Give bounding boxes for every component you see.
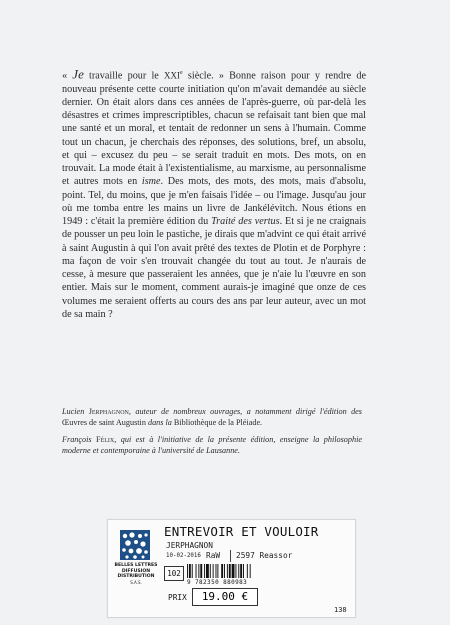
author-bios (62, 406, 362, 462)
bio-felix (62, 434, 362, 456)
text-part-a: travaille pour le (83, 70, 165, 82)
barcode-bar (238, 564, 239, 578)
bio-jerphagnon (62, 406, 362, 428)
word-isme: isme (141, 176, 161, 188)
century-sup: e (180, 70, 183, 76)
barcode-bar (227, 564, 228, 578)
logo-line3: DISTRIBUTION (117, 574, 155, 580)
bio2-first: François (62, 435, 97, 444)
bio1-first: Lucien (62, 407, 89, 416)
barcode-bar (229, 564, 231, 578)
sticker-number: 138 (334, 606, 347, 614)
sticker-code: 2597 Reassor (236, 551, 293, 560)
book-title-traite: Traité des vertus (211, 216, 280, 228)
barcode-bar (224, 564, 225, 578)
sticker-author: JERPHAGNON (166, 541, 213, 550)
barcode-bar (240, 564, 242, 578)
barcode-bar (247, 564, 248, 578)
bio1-works: Œuvres de saint Augustin (62, 418, 146, 427)
bio2-a: , qui est à l'initiative de la présente édition, enseigne la philosophie moderne et contemporaine à l'université de Lausanne. (62, 435, 362, 455)
distributor-sticker (107, 519, 356, 618)
price-label: PRIX (168, 593, 187, 602)
barcode-bar (235, 564, 236, 578)
barcode-bar (216, 564, 217, 578)
barcode-bar (243, 564, 244, 578)
text-part-b: siècle. » Bonne raison pour y rendre de nouveau présente cette courte initiation qu'on m'avait demandée au siècle dernier. On était alors dans ces années de l'après-guerre, où par-delà les désastres et crimes imprescriptibles, chacun se refaisait tant bien que mal une santé et un moral, et tentait de redonner un sens à l'humain. Comme tout un chacun, je cherchais des réponses, des solutions, bref, un absolu, et qui – excusez du peu – se serait traduit en mots. Des mots, on en trouvait. La mode était à l'existentialisme, au marxisme, au personnalisme et autres mots en (62, 70, 366, 188)
sticker-info-row (166, 551, 352, 562)
price-value: 19.00 € (192, 588, 258, 606)
distributor-logo-text (111, 563, 161, 585)
barcode-bar (196, 564, 197, 578)
bio1-a: , auteur de nombreux ouvrages, a notamment dirigé l'édition des (128, 407, 362, 416)
logo-line4: S.A.S. (130, 579, 142, 585)
barcode-bar (200, 564, 202, 578)
isbn-number: 9 782350 880983 (187, 579, 248, 586)
barcode (187, 564, 279, 578)
barcode-bar (217, 564, 218, 578)
barcode-bar (189, 564, 191, 578)
sticker-separator (230, 550, 231, 562)
barcode-bar (192, 564, 193, 578)
quote-je: Je (72, 66, 84, 82)
back-cover-text (62, 67, 366, 321)
bio2-last: Félix (96, 435, 115, 444)
logo-line2: DIFFUSION (121, 568, 151, 574)
barcode-bar (221, 564, 223, 578)
sticker-date: 10-02-2016 (166, 553, 201, 559)
logo-line1: BELLES LETTRES (114, 563, 158, 568)
text-part-c: . Des mots, des mots, des mots, mais d'absolu, point. Tel, du moins, que je m'en faisais l'idée – ou l'image. Jusqu'au jour où me tomba entre les mains un livre de Jankélévitch. Nous étions en 1949 : c'était la première édition du (62, 176, 366, 228)
barcode-bar (213, 564, 214, 578)
distributor-logo (111, 530, 161, 600)
distributor-logo-icon (120, 530, 150, 560)
barcode-bar (198, 564, 199, 578)
barcode-bar (210, 564, 211, 578)
sticker-title: ENTREVOIR ET VOULOIR (164, 524, 319, 539)
bio1-last: Jerphagnon (88, 407, 129, 416)
barcode-bar (187, 564, 188, 578)
quote-open: « (62, 70, 73, 82)
sticker-box-number: 102 (164, 566, 184, 581)
barcode-bar (232, 564, 235, 578)
text-part-d: . Et si je ne craignais de pousser un peu loin le pastiche, je dirais que m'advint ce qui était arrivé à saint Augustin à qui l'on avait prêté des textes de Plotin et de Porphyre : ma façon de voir s'en trouvait changée du tout au tout. Je n'aurais de cesse, à mesure que passeraient les années, que je n'aie lu l'œuvre en son entier. Mais sur le moment, comment aurais-je imaginé que onze de ces volumes me seraient offerts au cours des ans par leur auteur, avec un mot de sa main ? (62, 216, 366, 320)
bio1-biblio: Bibliothèque de la Pléiade (173, 418, 261, 427)
century-numeral: XXI (164, 70, 181, 81)
bio1-b: dans la (145, 418, 174, 427)
sticker-raw: RaW (206, 551, 221, 560)
bio1-c: . (260, 418, 263, 427)
barcode-bar (250, 564, 251, 578)
barcode-bar (204, 564, 205, 578)
barcode-bar (206, 564, 209, 578)
